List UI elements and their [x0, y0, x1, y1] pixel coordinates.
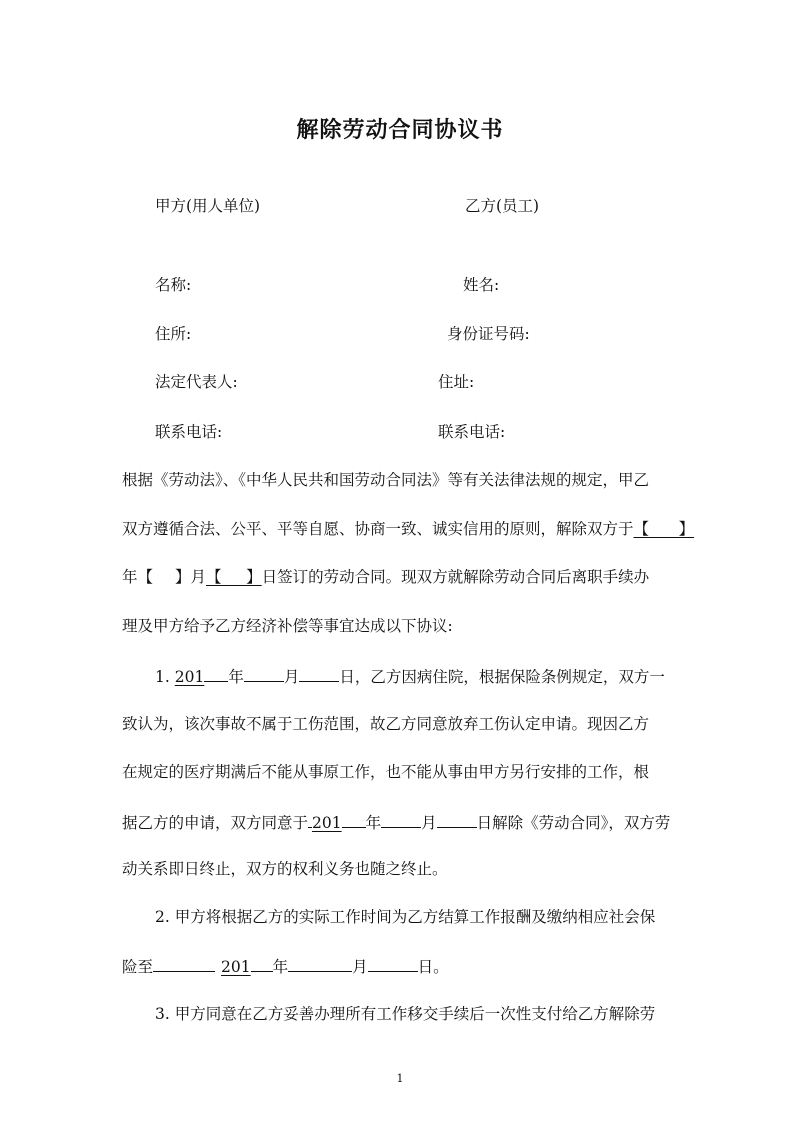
intro-line-2-text: 双方遵循合法、公平、平等自愿、协商一致、诚实信用的原则，解除双方于	[122, 520, 634, 538]
clause2-line-2-text: 险至	[122, 958, 154, 976]
clause2-line-1: 2. 甲方将根据乙方的实际工作时间为乙方结算工作报酬及缴纳相应社会保	[155, 908, 656, 926]
contract-day-blank: 【 】	[206, 568, 262, 586]
clause2-day-label: 日。	[417, 958, 449, 976]
intro-line-4: 理及甲方给予乙方经济补偿等事宜达成以下协议:	[122, 617, 453, 635]
party-b-address-label: 住址:	[438, 373, 475, 391]
intro-month-suffix: 】月	[175, 568, 207, 586]
clause1-line-1	[155, 665, 665, 687]
clause1-end-month-label: 月	[421, 814, 437, 832]
clause1-line-2: 致认为，该次事故不属于工伤范围，故乙方同意放弃工伤认定申请。现因乙方	[122, 715, 650, 733]
party-b-header: 乙方(员工)	[465, 197, 540, 215]
page-number: 1	[396, 1072, 404, 1085]
intro-year-suffix: 年【	[122, 568, 154, 586]
clause2-month-label: 月	[352, 958, 368, 976]
party-a-header: 甲方(用人单位)	[155, 197, 261, 215]
clause1-line-3: 在规定的医疗期满后不能从事原工作，也不能从事由甲方另行安排的工作，根	[122, 763, 650, 781]
intro-line-3	[122, 567, 649, 587]
clause3-line-1: 3. 甲方同意在乙方妥善办理所有工作移交手续后一次性支付给乙方解除劳	[155, 1005, 656, 1023]
clause1-line-4	[122, 811, 670, 833]
clause1-year: 201	[174, 668, 205, 686]
clause1-month-label: 月	[283, 668, 300, 686]
document-title: 解除劳动合同协议书	[296, 117, 504, 143]
clause1-end-year: 201	[312, 814, 342, 832]
clause1-line-5: 动关系即日终止，双方的权利义务也随之终止。	[122, 860, 448, 878]
clause1-line-4-text: 据乙方的申请，双方同意于	[122, 814, 309, 832]
party-b-name-label: 姓名:	[463, 276, 500, 294]
clause2-year: 201	[221, 958, 251, 976]
intro-line-3-text: 日签订的劳动合同。现双方就解除劳动合同后离职手续办	[261, 568, 650, 586]
clause1-line-1-text: 日，乙方因病住院，根据保险条例规定，双方一	[339, 668, 665, 686]
contract-year-blank: 【 】	[633, 520, 695, 538]
party-a-address-label: 住所:	[155, 325, 192, 343]
clause2-line-2	[122, 955, 449, 977]
clause1-end-year-label: 年	[365, 814, 382, 832]
party-b-id-label: 身份证号码:	[447, 325, 530, 343]
party-a-name-label: 名称:	[155, 276, 192, 294]
clause2-year-label: 年	[272, 958, 289, 976]
clause1-number: 1.	[155, 668, 175, 686]
party-a-rep-label: 法定代表人:	[155, 373, 238, 391]
intro-line-2	[122, 519, 694, 539]
party-b-phone-label: 联系电话:	[438, 423, 506, 441]
clause1-line-4-end: 日解除《劳动合同》，双方劳	[476, 814, 671, 832]
clause1-year-label: 年	[228, 668, 244, 686]
party-a-phone-label: 联系电话:	[155, 423, 223, 441]
intro-line-1: 根据《劳动法》、《中华人民共和国劳动合同法》等有关法律法规的规定，甲乙	[122, 471, 650, 489]
